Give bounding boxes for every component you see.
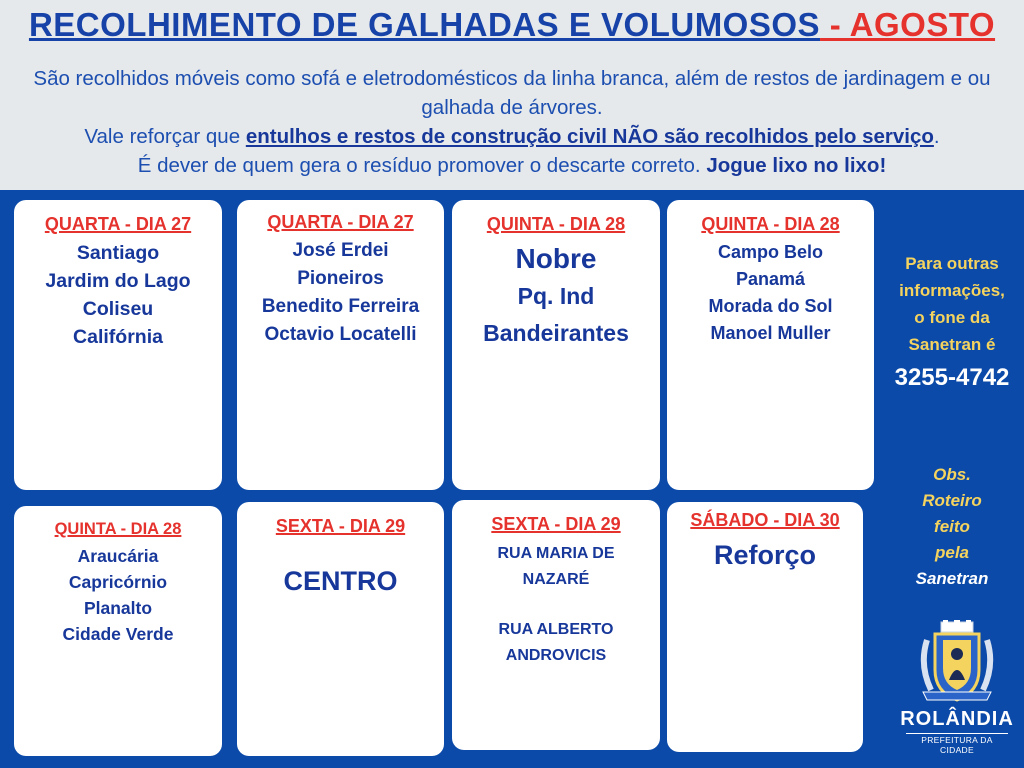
schedule-card [237, 502, 444, 756]
info-line: informações, [899, 281, 1005, 300]
card-neighborhoods [237, 237, 444, 349]
card-day: SEXTA - DIA 29 [275, 516, 406, 536]
schedule-card [667, 200, 874, 490]
schedule-card [14, 200, 222, 490]
neighborhood: Panamá [735, 269, 806, 289]
neighborhood: RUA ALBERTO [498, 621, 614, 638]
schedule-card [452, 500, 660, 750]
card-day: QUARTA - DIA 27 [267, 212, 414, 232]
intro-line-3 [6, 151, 1018, 180]
neighborhood: Reforço [713, 540, 816, 570]
card-neighborhoods [14, 239, 222, 351]
intro-line-2-post: . [933, 125, 940, 148]
card-day: SEXTA - DIA 29 [491, 514, 621, 534]
neighborhood: Planalto [83, 598, 153, 618]
neighborhood: Califórnia [73, 326, 163, 348]
header [0, 0, 1024, 190]
intro-line-2 [6, 122, 1018, 151]
city-subtitle: PREFEITURA DA CIDADE [906, 733, 1008, 755]
neighborhood: Campo Belo [717, 242, 823, 262]
card-day: SÁBADO - DIA 30 [690, 510, 840, 530]
schedule-card [14, 506, 222, 756]
intro-line-3-bold: Jogue lixo no lixo! [706, 154, 887, 177]
card-neighborhoods [14, 543, 222, 647]
neighborhood: José Erdei [292, 240, 389, 261]
obs-line: Sanetran [915, 569, 989, 588]
title-month: - AGOSTO [820, 6, 996, 43]
neighborhood: Araucária [77, 546, 159, 566]
obs-line: Obs. [933, 465, 971, 484]
contact-info [880, 250, 1024, 358]
info-line: Sanetran é [908, 335, 996, 354]
card-neighborhoods [667, 537, 863, 573]
neighborhood: Jardim do Lago [45, 270, 191, 292]
neighborhood: Cidade Verde [62, 624, 174, 644]
neighborhood: Morada do Sol [708, 296, 833, 316]
info-line: o fone da [914, 308, 990, 327]
neighborhood: Bandeirantes [483, 320, 629, 346]
intro-line-1: São recolhidos móveis como sofá e eletrodomésticos da linha branca, além de restos de jardinagem e ou galhada de árvores. [33, 67, 991, 119]
intro-line-3-pre: É dever de quem gera o resíduo promover o descarte correto. [137, 154, 707, 177]
neighborhood: ANDROVICIS [505, 647, 607, 664]
intro-line-2-pre: Vale reforçar que [84, 125, 246, 148]
neighborhood: Capricórnio [68, 572, 168, 592]
card-neighborhoods [667, 239, 874, 347]
obs-line: pela [934, 543, 970, 562]
title-main: RECOLHIMENTO DE GALHADAS E VOLUMOSOS [28, 6, 821, 43]
city-logo [898, 620, 1016, 760]
phone-number: 3255-4742 [894, 364, 1010, 391]
neighborhood: Pq. Ind [517, 283, 595, 309]
neighborhood: RUA MARIA DE [497, 545, 615, 562]
neighborhood: Manoel Muller [710, 323, 831, 343]
card-day: QUARTA - DIA 27 [44, 214, 192, 234]
neighborhood: Coliseu [82, 298, 154, 320]
schedule-card [452, 200, 660, 490]
obs-note [880, 462, 1024, 592]
neighborhood: Santiago [76, 242, 160, 264]
schedule-card [667, 502, 863, 752]
card-day: QUINTA - DIA 28 [54, 520, 182, 538]
neighborhood [452, 593, 660, 617]
neighborhood: Pioneiros [297, 268, 384, 289]
coat-of-arms-icon [917, 620, 997, 706]
schedule-card [237, 200, 444, 490]
obs-line: feito [934, 517, 970, 536]
card-neighborhoods [452, 541, 660, 669]
card-day: QUINTA - DIA 28 [486, 214, 626, 234]
intro-text [6, 64, 1018, 180]
obs-line: Roteiro [922, 491, 982, 510]
info-line: Para outras [905, 254, 999, 273]
page-title [0, 6, 1024, 44]
intro-line-2-bold: entulhos e restos de construção civil NÃO são recolhidos pelo serviço [245, 125, 934, 148]
neighborhood: Nobre [515, 243, 597, 274]
card-neighborhoods [452, 241, 660, 351]
card-day: QUINTA - DIA 28 [701, 214, 840, 234]
neighborhood: CENTRO [283, 566, 398, 596]
card-neighborhoods [237, 563, 444, 599]
neighborhood: Benedito Ferreira [261, 296, 420, 317]
neighborhood: Octavio Locatelli [264, 324, 417, 345]
neighborhood: NAZARÉ [522, 571, 590, 588]
city-name: ROLÂNDIA [900, 708, 1014, 730]
